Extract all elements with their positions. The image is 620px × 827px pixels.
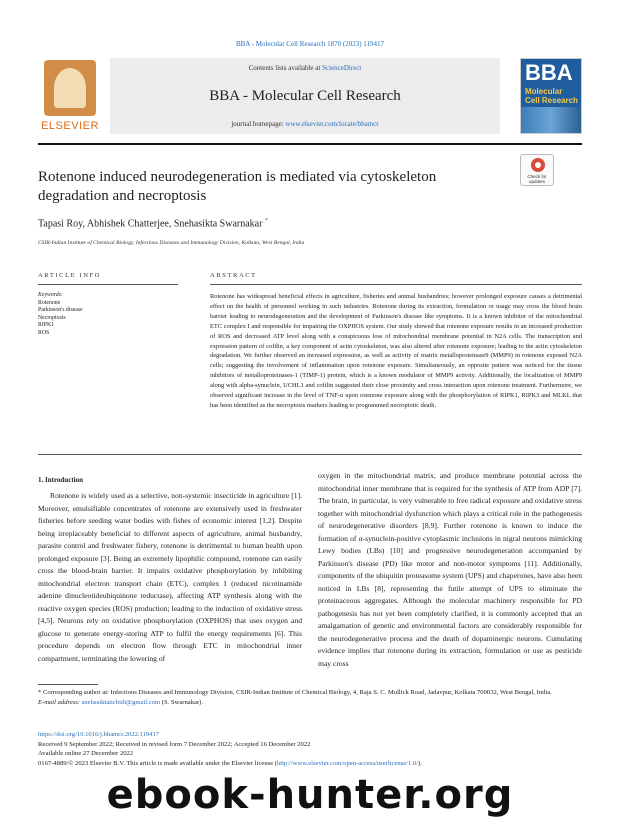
contents-prefix: Contents lists available at: [248, 64, 323, 72]
abstract-bottom-rule: [38, 454, 582, 455]
header-divider: [38, 143, 582, 145]
masthead-box: [110, 58, 500, 134]
homepage-line: [110, 120, 500, 128]
contents-line: [110, 64, 500, 72]
corresponding-author-note: * Corresponding author at: Infectious Diseases and Immunology Division, CSIR-Indian Institute of Chemical Biology, 4, Raja S. C. Mullick Road, Jadavpur, Kolkata 700032, West Bengal, India.: [38, 689, 552, 696]
abstract-rule: [210, 284, 582, 285]
running-header[interactable]: BBA - Molecular Cell Research 1870 (2023) 119417: [235, 40, 385, 48]
doi-link[interactable]: https://doi.org/10.1016/j.bbamcr.2022.119417: [38, 731, 160, 738]
cover-title: BBA: [525, 60, 573, 85]
corresponding-author-mark[interactable]: *: [264, 218, 268, 224]
cover-subtitle: Molecular Cell Research: [525, 87, 578, 105]
introduction-heading: 1. Introduction: [38, 476, 83, 484]
footnote: [38, 688, 582, 707]
abstract-text: Rotenone has widespread beneficial effects in agriculture, fisheries and animal husbandries; however prolonged exposure causes a detrimental effect on the health of personnel working in such industries. Rotenone during its extraction, formulation or usage may cross the blood brain barrier leading to neurodegeneration and the development of Parkinson's disease like symptoms. It is a known inhibitor of the mitochondrial ETC complex I and responsible for impairing the OXPHOS system. Our study showed that rotenone exposure results in an increased production of ROS and decreased ATP level along with a conspicuous loss of mitochondrial membrane potential in N2A cells. The transcription and expression pattern of cofilin, a key component of actin cytoskeleton, was also altered after rotenone exposure; leading to the actin cytoskeleton degradation. We further observed an increased expression, as well as activity of matrix metalloproteinase9 (MMP9) in rotenone exposed N2A cells; suggesting the involvement of inflammation upon rotenone exposure. Simultaneously, an opposite pattern was noticed for the tissue inhibitors of metalloproteinases-1 (TIMP-1) protein, which is a known modulator of MMP9 activity. Additionally, the localization of MMP9 along with alpha-synuclein, UCHL1 and cofilin suggested their close proximity and cross interaction upon rotenone treatment. Furthermore, we observed significant increase in the level of TNF-α upon rotenone exposure along with the phosphorylation of RIPK1, RIPK3 and MLKL that has been identified as the necroptosis markers leading to programmed necroptotic death.: [210, 293, 582, 409]
license-prefix: 0167-4889/© 2023 Elsevier B.V. This article is made available under the Elsevier license (: [38, 759, 277, 767]
elsevier-logo[interactable]: [38, 58, 102, 134]
email-suffix: (S. Swarnakar).: [161, 698, 203, 706]
email-line: [38, 698, 582, 708]
journal-title: BBA - Molecular Cell Research: [209, 88, 401, 104]
footnote-rule: [38, 684, 98, 685]
license-suffix: ).: [418, 759, 422, 767]
journal-masthead: [38, 58, 582, 138]
keyword-item: Rotenone: [38, 299, 61, 306]
check-for-updates-button[interactable]: [520, 154, 554, 186]
email-label: E-mail address:: [38, 698, 81, 706]
homepage-link[interactable]: www.elsevier.com/locate/bbamcr: [285, 120, 379, 128]
keyword-item: Parkinson's disease: [38, 307, 83, 314]
license-link[interactable]: http://www.elsevier.com/open-access/userlicense/1.0/: [276, 759, 419, 767]
email-link[interactable]: snehasiktaiicbidi@gmail.com: [81, 698, 161, 706]
keywords-block: [38, 292, 178, 338]
elsevier-wordmark: ELSEVIER: [41, 120, 99, 132]
authors-names: Tapasi Roy, Abhishek Chatterjee, Snehasikta Swarnakar: [38, 218, 263, 230]
journal-cover-image[interactable]: [520, 58, 582, 134]
keyword-item: RIPK1: [38, 322, 55, 329]
cover-art: [521, 107, 581, 133]
keywords-label: Keywords:: [38, 292, 63, 298]
publication-info: [38, 730, 582, 768]
article-info-heading: ARTICLE INFO: [38, 272, 102, 279]
elsevier-tree-icon: [44, 60, 96, 116]
check-updates-label: Check for updates: [527, 174, 547, 184]
introduction-column-left: Rotenone is widely used as a selective, non-systemic insecticide in agriculture [1]. Moreover, emulsifiable concentrates of rotenone are extensively used in freshwater fisheries before seeding water bodies with fishes of economic interest [1,2]. Despite being irreplaceably beneficial to different aspects of agriculture, animal husbandry, parasite control and freshwater fishery, rotenone is detrimental to human health upon prolonged exposure [3]. Being an extremely lipophilic compound, rotenone can easily cross the blood-brain barrier. It impairs oxidative phosphorylation by inhibiting mitochondrial electron transport chain (ETC), complex I (reduced nicotinamide adenine dinucleotideubiquinone reductase), affecting ATP synthesis along with the reactive oxygen species (ROS) production; leading to the induction of oxidative stress [4,5]. Neurons rely on oxidative phosphorylation (OXPHOS) that uses oxygen and glucose to generate energy-storing ATP to fulfil the energy requirements [6]. This procedure depends on electron flow through ETC in mitochondrial inner compartment, terminating the lowering of: [38, 491, 302, 663]
watermark: ebook-hunter.org: [106, 772, 514, 818]
author-list: [38, 218, 268, 229]
introduction-column-right: oxygen in the mitochondrial matrix, and produce membrane potential across the mitochondrial inner membrane that is required for the synthesis of ATP from ADP [7]. The brain, in particular, is very vulnerable to free radical exposure and oxidative stress together with mitochondrial dysfunction which plays a critical role in the pathogenesis of neurodegenerative disorders [8,9]. Further rotenone is known to induce the formation of α-synuclein-positive cytoplasmic inclusions in nigral neurons mimicking Lewy bodies (LBs) [10] and progressive neurodegeneration accompanied by Parkinson's disease (PD) like motor and non-motor symptoms [11]. Additionally, components of the ubiquitin proteasome system (UPS) and chaperones, have also been noticed in LBs [8], representing the futile attempt of UPS to eliminate the proteinaceous aggregates. Although the molecular machinery responsible for PD pathogenesis has not yet been completely clarified, it is commonly accepted that an amalgamation of genetic and environmental factors are considerably responsible for the neurodegenerative process and the death of dopaminergic neurons. Cumulating evidence implies that rotenone during its extraction, formulation or use as pesticide may cross: [318, 471, 582, 668]
affiliation: CSIR-Indian Institute of Chemical Biology, Infectious Diseases and Immunology Division, Kolkata, West Bengal, India: [38, 240, 305, 246]
check-updates-icon: [531, 158, 545, 172]
abstract-heading: ABSTRACT: [210, 272, 257, 279]
received-dates: Received 9 September 2022; Received in revised form 7 December 2022; Accepted 16 December 2022: [38, 740, 311, 748]
available-online: Available online 27 December 2022: [38, 750, 134, 758]
license-line: [38, 759, 582, 769]
article-info-rule: [38, 284, 178, 285]
keyword-item: Necroptosis: [38, 314, 66, 321]
sciencedirect-link[interactable]: ScienceDirect: [322, 64, 362, 72]
article-title: Rotenone induced neurodegeneration is mediated via cytoskeleton degradation and necroptosis: [38, 169, 437, 204]
homepage-prefix: journal homepage:: [231, 120, 286, 128]
keyword-item: ROS: [38, 329, 50, 336]
